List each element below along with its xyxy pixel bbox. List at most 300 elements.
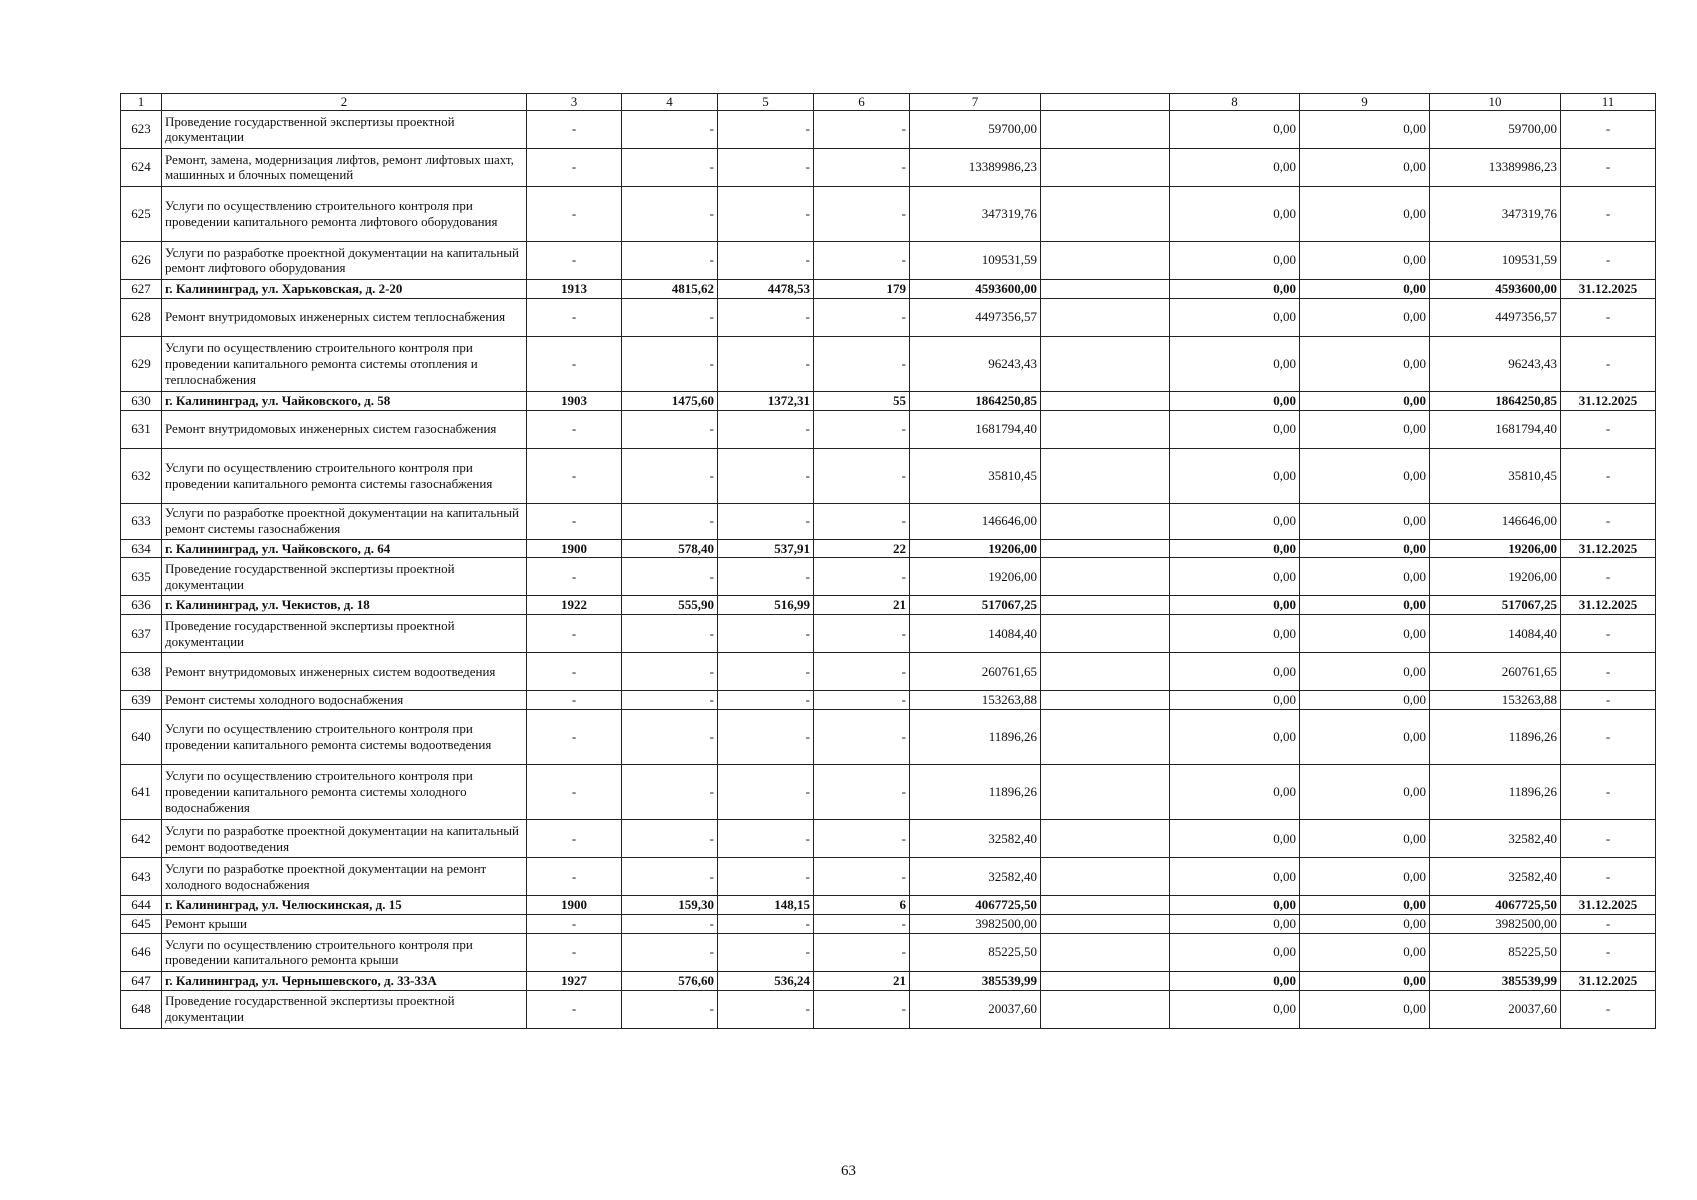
total-cost: 517067,25 — [910, 596, 1041, 615]
completion-date: - — [1561, 615, 1656, 653]
total-cost: 85225,50 — [910, 933, 1041, 971]
year-built: - — [527, 691, 622, 710]
total-cost: 13389986,23 — [910, 148, 1041, 186]
year-built: 1913 — [527, 279, 622, 298]
work-description: Услуги по разработке проектной документации на ремонт холодного водоснабжения — [162, 858, 527, 896]
address-row — [121, 896, 1656, 915]
year-built: - — [527, 915, 622, 934]
work-description: Ремонт внутридомовых инженерных систем газоснабжения — [162, 410, 527, 448]
blank-cell — [1041, 653, 1170, 691]
blank-cell — [1041, 990, 1170, 1028]
residents-count: - — [814, 110, 910, 148]
row-number: 629 — [121, 336, 162, 391]
total-area: 1475,60 — [622, 391, 718, 410]
cost-col-9: 0,00 — [1300, 110, 1430, 148]
cost-col-9: 0,00 — [1300, 186, 1430, 241]
cost-col-8: 0,00 — [1170, 558, 1300, 596]
row-number: 646 — [121, 933, 162, 971]
completion-date: - — [1561, 558, 1656, 596]
year-built: 1927 — [527, 971, 622, 990]
cost-col-9: 0,00 — [1300, 933, 1430, 971]
residents-count: 21 — [814, 971, 910, 990]
work-item-row — [121, 915, 1656, 934]
cost-col-8: 0,00 — [1170, 990, 1300, 1028]
cost-col-8: 0,00 — [1170, 110, 1300, 148]
cost-col-9: 0,00 — [1300, 653, 1430, 691]
year-built: - — [527, 298, 622, 336]
row-number: 635 — [121, 558, 162, 596]
address-row — [121, 971, 1656, 990]
work-item-row — [121, 241, 1656, 279]
work-description: Проведение государственной экспертизы проектной документации — [162, 615, 527, 653]
cost-col-8: 0,00 — [1170, 971, 1300, 990]
cost-col-8: 0,00 — [1170, 148, 1300, 186]
work-item-row — [121, 148, 1656, 186]
residents-count: - — [814, 615, 910, 653]
total-cost: 109531,59 — [910, 241, 1041, 279]
residential-area: - — [718, 503, 814, 539]
year-built: - — [527, 186, 622, 241]
residents-count: 6 — [814, 896, 910, 915]
work-item-row — [121, 765, 1656, 820]
residents-count: 55 — [814, 391, 910, 410]
residential-area: 536,24 — [718, 971, 814, 990]
cost-col-8: 0,00 — [1170, 596, 1300, 615]
total-cost: 19206,00 — [910, 558, 1041, 596]
residents-count: 179 — [814, 279, 910, 298]
column-header: 3 — [527, 94, 622, 111]
total-area: - — [622, 298, 718, 336]
total-area: - — [622, 503, 718, 539]
blank-cell — [1041, 971, 1170, 990]
total-cost: 20037,60 — [910, 990, 1041, 1028]
total-cost: 260761,65 — [910, 653, 1041, 691]
work-description: Услуги по осуществлению строительного контроля при проведении капитального ремонта крыши — [162, 933, 527, 971]
work-item-row — [121, 615, 1656, 653]
row-number: 645 — [121, 915, 162, 934]
cost-col-9: 0,00 — [1300, 336, 1430, 391]
residential-area: - — [718, 653, 814, 691]
work-item-row — [121, 298, 1656, 336]
row-number: 632 — [121, 448, 162, 503]
blank-cell — [1041, 298, 1170, 336]
completion-date: - — [1561, 990, 1656, 1028]
total-area: 159,30 — [622, 896, 718, 915]
cost-col-10: 59700,00 — [1430, 110, 1561, 148]
residents-count: - — [814, 448, 910, 503]
total-area: 576,60 — [622, 971, 718, 990]
work-item-row — [121, 990, 1656, 1028]
total-area: - — [622, 691, 718, 710]
total-cost: 59700,00 — [910, 110, 1041, 148]
residential-area: - — [718, 858, 814, 896]
blank-cell — [1041, 241, 1170, 279]
total-cost: 347319,76 — [910, 186, 1041, 241]
work-item-row — [121, 186, 1656, 241]
year-built: - — [527, 148, 622, 186]
residents-count: - — [814, 148, 910, 186]
cost-col-10: 96243,43 — [1430, 336, 1561, 391]
blank-cell — [1041, 691, 1170, 710]
column-header: 9 — [1300, 94, 1430, 111]
address-row — [121, 596, 1656, 615]
residents-count: - — [814, 710, 910, 765]
total-area: - — [622, 558, 718, 596]
completion-date: 31.12.2025 — [1561, 971, 1656, 990]
blank-cell — [1041, 933, 1170, 971]
year-built: - — [527, 653, 622, 691]
residents-count: - — [814, 186, 910, 241]
blank-cell — [1041, 448, 1170, 503]
work-description: Услуги по осуществлению строительного контроля при проведении капитального ремонта лифтового оборудования — [162, 186, 527, 241]
address-row — [121, 279, 1656, 298]
cost-col-9: 0,00 — [1300, 615, 1430, 653]
total-area: - — [622, 186, 718, 241]
cost-col-10: 146646,00 — [1430, 503, 1561, 539]
residential-area: - — [718, 990, 814, 1028]
row-number: 630 — [121, 391, 162, 410]
residents-count: - — [814, 558, 910, 596]
residents-count: - — [814, 653, 910, 691]
row-number: 624 — [121, 148, 162, 186]
work-item-row — [121, 691, 1656, 710]
residential-area: - — [718, 241, 814, 279]
completion-date: 31.12.2025 — [1561, 896, 1656, 915]
row-number: 637 — [121, 615, 162, 653]
residential-area: - — [718, 615, 814, 653]
completion-date: - — [1561, 710, 1656, 765]
total-cost: 11896,26 — [910, 765, 1041, 820]
year-built: - — [527, 558, 622, 596]
completion-date: - — [1561, 915, 1656, 934]
residential-area: - — [718, 933, 814, 971]
year-built: - — [527, 503, 622, 539]
row-number: 643 — [121, 858, 162, 896]
cost-col-8: 0,00 — [1170, 279, 1300, 298]
work-description: Услуги по разработке проектной документации на капитальный ремонт системы газоснабжения — [162, 503, 527, 539]
blank-cell — [1041, 391, 1170, 410]
cost-col-9: 0,00 — [1300, 279, 1430, 298]
year-built: - — [527, 858, 622, 896]
total-cost: 1864250,85 — [910, 391, 1041, 410]
residential-area: - — [718, 448, 814, 503]
column-header: 4 — [622, 94, 718, 111]
work-description: Проведение государственной экспертизы проектной документации — [162, 110, 527, 148]
year-built: - — [527, 241, 622, 279]
total-cost: 32582,40 — [910, 820, 1041, 858]
cost-col-10: 347319,76 — [1430, 186, 1561, 241]
row-number: 628 — [121, 298, 162, 336]
total-cost: 14084,40 — [910, 615, 1041, 653]
total-area: - — [622, 653, 718, 691]
cost-col-10: 13389986,23 — [1430, 148, 1561, 186]
blank-cell — [1041, 765, 1170, 820]
column-number-header-row — [121, 94, 1656, 111]
residential-area: 516,99 — [718, 596, 814, 615]
completion-date: 31.12.2025 — [1561, 539, 1656, 558]
work-description: г. Калининград, ул. Чернышевского, д. 33-33А — [162, 971, 527, 990]
completion-date: - — [1561, 410, 1656, 448]
cost-col-8: 0,00 — [1170, 539, 1300, 558]
work-description: г. Калининград, ул. Харьковская, д. 2-20 — [162, 279, 527, 298]
residential-area: - — [718, 820, 814, 858]
cost-col-8: 0,00 — [1170, 653, 1300, 691]
year-built: 1900 — [527, 896, 622, 915]
blank-cell — [1041, 615, 1170, 653]
row-number: 626 — [121, 241, 162, 279]
completion-date: - — [1561, 691, 1656, 710]
completion-date: - — [1561, 933, 1656, 971]
cost-col-8: 0,00 — [1170, 691, 1300, 710]
cost-col-8: 0,00 — [1170, 186, 1300, 241]
cost-col-10: 4593600,00 — [1430, 279, 1561, 298]
completion-date: - — [1561, 653, 1656, 691]
year-built: - — [527, 615, 622, 653]
completion-date: - — [1561, 186, 1656, 241]
cost-col-10: 153263,88 — [1430, 691, 1561, 710]
cost-col-9: 0,00 — [1300, 691, 1430, 710]
total-cost: 4593600,00 — [910, 279, 1041, 298]
total-area: - — [622, 710, 718, 765]
completion-date: - — [1561, 298, 1656, 336]
row-number: 636 — [121, 596, 162, 615]
completion-date: - — [1561, 336, 1656, 391]
cost-col-10: 1864250,85 — [1430, 391, 1561, 410]
column-header: 2 — [162, 94, 527, 111]
total-cost: 96243,43 — [910, 336, 1041, 391]
residential-area: - — [718, 186, 814, 241]
total-cost: 153263,88 — [910, 691, 1041, 710]
column-header-blank — [1041, 94, 1170, 111]
residential-area: - — [718, 148, 814, 186]
work-description: Ремонт крыши — [162, 915, 527, 934]
blank-cell — [1041, 915, 1170, 934]
column-header: 11 — [1561, 94, 1656, 111]
residents-count: - — [814, 990, 910, 1028]
total-cost: 32582,40 — [910, 858, 1041, 896]
work-description: Услуги по осуществлению строительного контроля при проведении капитального ремонта системы холодного водоснабжения — [162, 765, 527, 820]
blank-cell — [1041, 110, 1170, 148]
work-description: Проведение государственной экспертизы проектной документации — [162, 558, 527, 596]
cost-col-8: 0,00 — [1170, 896, 1300, 915]
total-cost: 11896,26 — [910, 710, 1041, 765]
total-area: - — [622, 615, 718, 653]
cost-col-8: 0,00 — [1170, 503, 1300, 539]
blank-cell — [1041, 336, 1170, 391]
total-area: - — [622, 990, 718, 1028]
cost-col-9: 0,00 — [1300, 539, 1430, 558]
column-header: 6 — [814, 94, 910, 111]
cost-col-9: 0,00 — [1300, 503, 1430, 539]
work-item-row — [121, 933, 1656, 971]
cost-col-9: 0,00 — [1300, 971, 1430, 990]
year-built: 1922 — [527, 596, 622, 615]
cost-col-8: 0,00 — [1170, 615, 1300, 653]
completion-date: - — [1561, 148, 1656, 186]
cost-col-10: 4497356,57 — [1430, 298, 1561, 336]
cost-col-10: 19206,00 — [1430, 539, 1561, 558]
completion-date: - — [1561, 241, 1656, 279]
residents-count: - — [814, 820, 910, 858]
total-cost: 4067725,50 — [910, 896, 1041, 915]
total-area: - — [622, 148, 718, 186]
column-header: 5 — [718, 94, 814, 111]
row-number: 639 — [121, 691, 162, 710]
total-area: - — [622, 820, 718, 858]
cost-col-9: 0,00 — [1300, 391, 1430, 410]
total-cost: 19206,00 — [910, 539, 1041, 558]
residential-area: - — [718, 710, 814, 765]
cost-col-10: 109531,59 — [1430, 241, 1561, 279]
total-area: 555,90 — [622, 596, 718, 615]
year-built: - — [527, 710, 622, 765]
work-item-row — [121, 448, 1656, 503]
repair-register-table — [120, 93, 1656, 1029]
column-header: 1 — [121, 94, 162, 111]
work-description: Ремонт, замена, модернизация лифтов, ремонт лифтовых шахт, машинных и блочных помещений — [162, 148, 527, 186]
cost-col-9: 0,00 — [1300, 820, 1430, 858]
residents-count: - — [814, 765, 910, 820]
residents-count: - — [814, 241, 910, 279]
cost-col-10: 35810,45 — [1430, 448, 1561, 503]
residents-count: - — [814, 503, 910, 539]
total-area: 578,40 — [622, 539, 718, 558]
year-built: - — [527, 336, 622, 391]
completion-date: - — [1561, 858, 1656, 896]
residents-count: - — [814, 298, 910, 336]
work-description: Услуги по разработке проектной документации на капитальный ремонт водоотведения — [162, 820, 527, 858]
work-description: Услуги по осуществлению строительного контроля при проведении капитального ремонта системы водоотведения — [162, 710, 527, 765]
blank-cell — [1041, 596, 1170, 615]
work-description: Услуги по осуществлению строительного контроля при проведении капитального ремонта системы отопления и теплоснабжения — [162, 336, 527, 391]
row-number: 642 — [121, 820, 162, 858]
cost-col-10: 32582,40 — [1430, 858, 1561, 896]
work-item-row — [121, 410, 1656, 448]
cost-col-8: 0,00 — [1170, 448, 1300, 503]
work-item-row — [121, 858, 1656, 896]
blank-cell — [1041, 558, 1170, 596]
work-description: г. Калининград, ул. Чайковского, д. 64 — [162, 539, 527, 558]
cost-col-9: 0,00 — [1300, 596, 1430, 615]
work-description: г. Калининград, ул. Челюскинская, д. 15 — [162, 896, 527, 915]
completion-date: - — [1561, 110, 1656, 148]
residents-count: 21 — [814, 596, 910, 615]
year-built: - — [527, 990, 622, 1028]
cost-col-8: 0,00 — [1170, 391, 1300, 410]
total-cost: 1681794,40 — [910, 410, 1041, 448]
work-description: г. Калининград, ул. Чайковского, д. 58 — [162, 391, 527, 410]
cost-col-9: 0,00 — [1300, 896, 1430, 915]
blank-cell — [1041, 896, 1170, 915]
work-description: Услуги по осуществлению строительного контроля при проведении капитального ремонта системы газоснабжения — [162, 448, 527, 503]
year-built: - — [527, 448, 622, 503]
row-number: 627 — [121, 279, 162, 298]
work-item-row — [121, 820, 1656, 858]
cost-col-10: 19206,00 — [1430, 558, 1561, 596]
year-built: 1900 — [527, 539, 622, 558]
cost-col-8: 0,00 — [1170, 765, 1300, 820]
total-cost: 385539,99 — [910, 971, 1041, 990]
year-built: - — [527, 933, 622, 971]
cost-col-10: 11896,26 — [1430, 710, 1561, 765]
cost-col-10: 517067,25 — [1430, 596, 1561, 615]
cost-col-9: 0,00 — [1300, 858, 1430, 896]
residents-count: - — [814, 933, 910, 971]
residential-area: - — [718, 691, 814, 710]
column-header: 8 — [1170, 94, 1300, 111]
row-number: 625 — [121, 186, 162, 241]
cost-col-9: 0,00 — [1300, 148, 1430, 186]
total-area: - — [622, 448, 718, 503]
work-item-row — [121, 503, 1656, 539]
total-area: - — [622, 336, 718, 391]
address-row — [121, 391, 1656, 410]
residential-area: - — [718, 558, 814, 596]
cost-col-9: 0,00 — [1300, 298, 1430, 336]
residents-count: - — [814, 410, 910, 448]
row-number: 641 — [121, 765, 162, 820]
cost-col-9: 0,00 — [1300, 558, 1430, 596]
completion-date: - — [1561, 503, 1656, 539]
cost-col-10: 14084,40 — [1430, 615, 1561, 653]
cost-col-10: 32582,40 — [1430, 820, 1561, 858]
year-built: - — [527, 410, 622, 448]
work-description: Услуги по разработке проектной документации на капитальный ремонт лифтового оборудования — [162, 241, 527, 279]
work-description: Ремонт внутридомовых инженерных систем водоотведения — [162, 653, 527, 691]
year-built: - — [527, 110, 622, 148]
residential-area: - — [718, 336, 814, 391]
residents-count: 22 — [814, 539, 910, 558]
work-item-row — [121, 558, 1656, 596]
row-number: 634 — [121, 539, 162, 558]
total-area: - — [622, 933, 718, 971]
column-header: 10 — [1430, 94, 1561, 111]
cost-col-9: 0,00 — [1300, 990, 1430, 1028]
blank-cell — [1041, 410, 1170, 448]
residents-count: - — [814, 691, 910, 710]
blank-cell — [1041, 710, 1170, 765]
residential-area: - — [718, 915, 814, 934]
cost-col-9: 0,00 — [1300, 410, 1430, 448]
cost-col-10: 4067725,50 — [1430, 896, 1561, 915]
work-description: Проведение государственной экспертизы проектной документации — [162, 990, 527, 1028]
completion-date: 31.12.2025 — [1561, 596, 1656, 615]
cost-col-10: 1681794,40 — [1430, 410, 1561, 448]
cost-col-8: 0,00 — [1170, 933, 1300, 971]
blank-cell — [1041, 539, 1170, 558]
cost-col-8: 0,00 — [1170, 410, 1300, 448]
residential-area: 537,91 — [718, 539, 814, 558]
total-cost: 146646,00 — [910, 503, 1041, 539]
address-row — [121, 539, 1656, 558]
cost-col-10: 20037,60 — [1430, 990, 1561, 1028]
cost-col-8: 0,00 — [1170, 241, 1300, 279]
cost-col-10: 385539,99 — [1430, 971, 1561, 990]
residential-area: 148,15 — [718, 896, 814, 915]
year-built: 1903 — [527, 391, 622, 410]
total-area: 4815,62 — [622, 279, 718, 298]
cost-col-9: 0,00 — [1300, 448, 1430, 503]
completion-date: - — [1561, 820, 1656, 858]
cost-col-8: 0,00 — [1170, 820, 1300, 858]
blank-cell — [1041, 858, 1170, 896]
completion-date: - — [1561, 765, 1656, 820]
cost-col-8: 0,00 — [1170, 298, 1300, 336]
cost-col-8: 0,00 — [1170, 710, 1300, 765]
residents-count: - — [814, 336, 910, 391]
work-description: Ремонт внутридомовых инженерных систем теплоснабжения — [162, 298, 527, 336]
cost-col-9: 0,00 — [1300, 765, 1430, 820]
